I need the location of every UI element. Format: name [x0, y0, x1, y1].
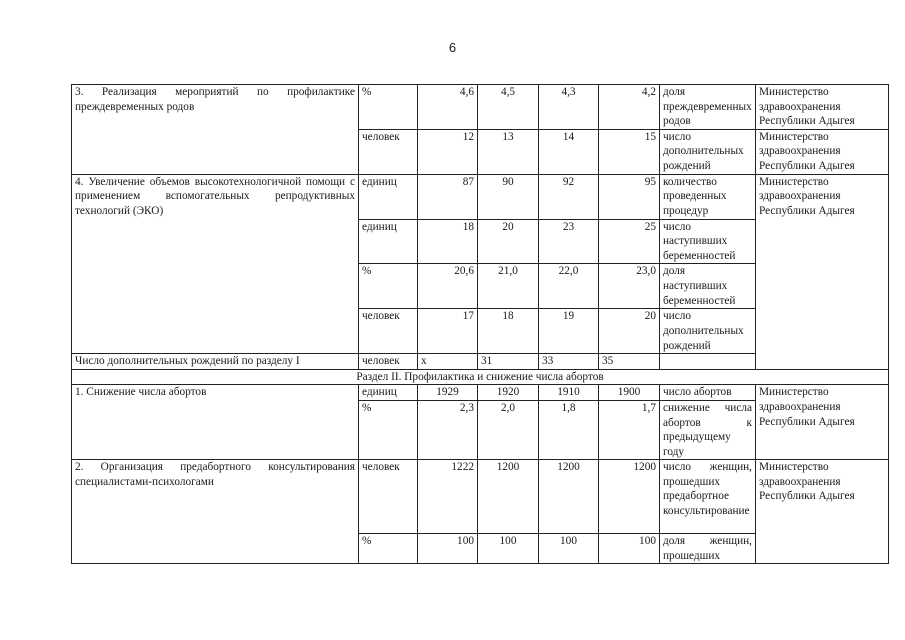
value-cell: 21,0	[478, 264, 539, 309]
ministry-cell: Министерство здравоохранения Республики Адыгея	[756, 460, 889, 564]
value-cell: 20,6	[418, 264, 478, 309]
value-cell: 100	[539, 534, 599, 564]
indicator-cell: доля наступивших беременностей	[660, 264, 756, 309]
value-cell: 1929	[418, 385, 478, 401]
value-cell: 2,0	[478, 400, 539, 459]
ministry-cell: Министерство здравоохранения Республики Адыгея	[756, 174, 889, 369]
indicator-cell: число женщин, прошедших предабортное консультирование	[660, 460, 756, 534]
table-row	[72, 385, 889, 401]
unit-cell: человек	[359, 354, 418, 370]
value-cell: 17	[418, 309, 478, 354]
table-row	[72, 369, 889, 385]
value-cell: x	[418, 354, 478, 370]
value-cell: 1920	[478, 385, 539, 401]
indicator-cell: доля женщин, прошедших	[660, 534, 756, 564]
value-cell: 100	[418, 534, 478, 564]
value-cell: 15	[599, 129, 660, 174]
unit-cell: %	[359, 400, 418, 459]
indicator-cell: число дополнительных рождений	[660, 129, 756, 174]
unit-cell: человек	[359, 129, 418, 174]
value-cell: 1910	[539, 385, 599, 401]
unit-cell: человек	[359, 309, 418, 354]
value-cell: 100	[599, 534, 660, 564]
value-cell: 22,0	[539, 264, 599, 309]
value-cell: 1222	[418, 460, 478, 534]
value-cell: 1900	[599, 385, 660, 401]
value-cell: 18	[478, 309, 539, 354]
unit-cell: единиц	[359, 385, 418, 401]
indicator-cell: снижение числа абортов к предыдущему году	[660, 400, 756, 459]
value-cell: 95	[599, 174, 660, 219]
ministry-cell: Министерство здравоохранения Республики Адыгея	[756, 129, 889, 174]
value-cell: 33	[539, 354, 599, 370]
unit-cell: %	[359, 85, 418, 130]
value-cell: 90	[478, 174, 539, 219]
value-cell: 1,7	[599, 400, 660, 459]
measure-name: 4. Увеличение объемов высокотехнологичной помощи с применением вспомогательных репродуктивных технологий (ЭКО)	[72, 174, 359, 353]
value-cell: 2,3	[418, 400, 478, 459]
value-cell: 87	[418, 174, 478, 219]
value-cell: 12	[418, 129, 478, 174]
unit-cell: %	[359, 534, 418, 564]
indicator-cell: доля преждевременных родов	[660, 85, 756, 130]
value-cell: 20	[478, 219, 539, 264]
value-cell: 100	[478, 534, 539, 564]
value-cell: 31	[478, 354, 539, 370]
total-label: Число дополнительных рождений по разделу I	[72, 354, 359, 370]
value-cell: 1200	[539, 460, 599, 534]
value-cell: 14	[539, 129, 599, 174]
indicator-cell: число абортов	[660, 385, 756, 401]
value-cell: 1200	[599, 460, 660, 534]
measure-name: 3. Реализация мероприятий по профилактике преждевременных родов	[72, 85, 359, 175]
value-cell: 13	[478, 129, 539, 174]
value-cell: 20	[599, 309, 660, 354]
value-cell: 1,8	[539, 400, 599, 459]
measure-name: 1. Снижение числа абортов	[72, 385, 359, 460]
value-cell: 1200	[478, 460, 539, 534]
value-cell: 35	[599, 354, 660, 370]
value-cell: 23	[539, 219, 599, 264]
indicator-cell: количество проведенных процедур	[660, 174, 756, 219]
value-cell: 25	[599, 219, 660, 264]
indicators-table	[71, 84, 889, 564]
value-cell: 4,2	[599, 85, 660, 130]
value-cell: 4,5	[478, 85, 539, 130]
table-row	[72, 460, 889, 534]
unit-cell: единиц	[359, 174, 418, 219]
ministry-cell: Министерство здравоохранения Республики Адыгея	[756, 85, 889, 130]
unit-cell: %	[359, 264, 418, 309]
unit-cell: единиц	[359, 219, 418, 264]
value-cell: 18	[418, 219, 478, 264]
value-cell: 4,6	[418, 85, 478, 130]
value-cell: 4,3	[539, 85, 599, 130]
ministry-cell: Министерство здравоохранения Республики Адыгея	[756, 385, 889, 460]
value-cell: 23,0	[599, 264, 660, 309]
value-cell: 92	[539, 174, 599, 219]
unit-cell: человек	[359, 460, 418, 534]
indicator-cell: число наступивших беременностей	[660, 219, 756, 264]
table-row	[72, 174, 889, 219]
value-cell: 19	[539, 309, 599, 354]
indicator-cell	[660, 354, 756, 370]
indicator-cell: число дополнительных рождений	[660, 309, 756, 354]
measure-name: 2. Организация предабортного консультирования специалистами-психологами	[72, 460, 359, 564]
table-row	[72, 85, 889, 130]
section-header: Раздел II. Профилактика и снижение числа абортов	[72, 369, 889, 385]
page-number: 6	[448, 40, 457, 55]
